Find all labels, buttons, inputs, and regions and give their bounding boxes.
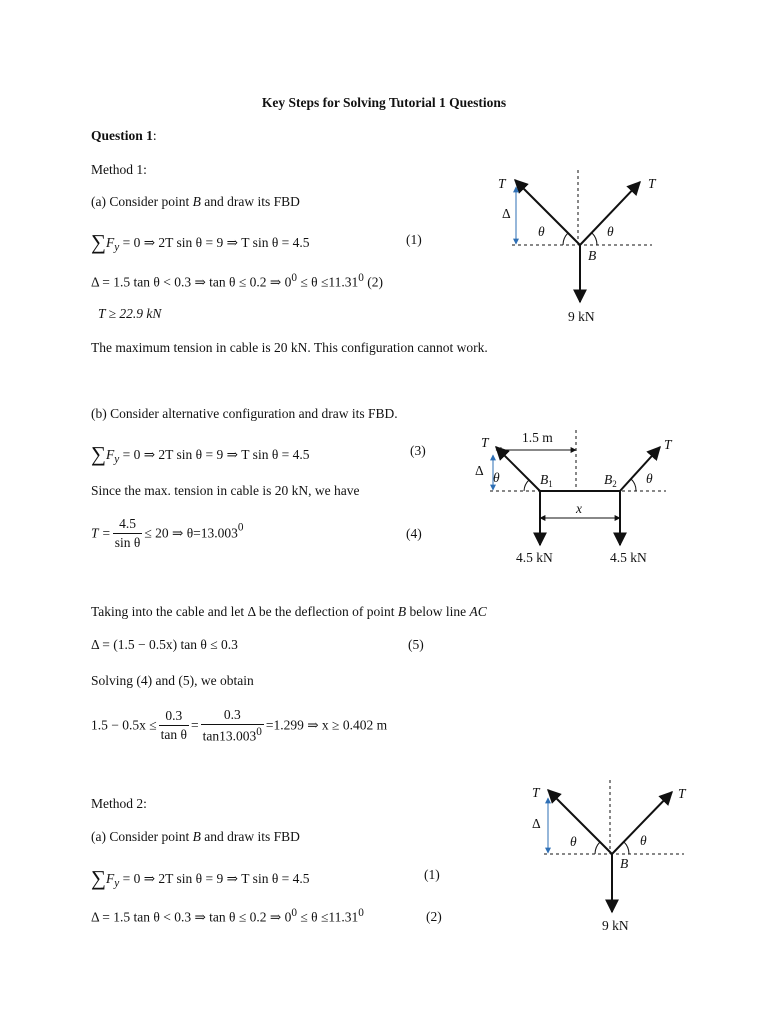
eq2-sup2: 0	[358, 272, 364, 284]
sum-symbol: ∑	[91, 866, 106, 890]
part-a-rest: and draw its FBD	[200, 829, 300, 844]
conclusion-text: The maximum tension in cable is 20 kN. This configuration cannot work.	[91, 340, 488, 355]
load-label: 9 kN	[568, 309, 595, 324]
equation-6	[91, 707, 387, 744]
eq1-body: = 0 ⇒ 2T sin θ = 9 ⇒ T sin θ = 4.5	[119, 235, 310, 250]
eq6-f2-den-text: tan13.003	[202, 728, 257, 744]
x-label: x	[576, 501, 582, 516]
angle-arc-left	[563, 233, 568, 245]
b2-label	[604, 472, 617, 489]
m2-equation-1-number: (1)	[424, 867, 440, 882]
eq1-sub: y	[114, 241, 120, 254]
theta-label-right: θ	[640, 833, 647, 848]
max-tension-text: Since the max. tension in cable is 20 kN, we have	[91, 483, 360, 498]
tension-label-left: T	[498, 176, 506, 191]
span-label: 1.5 m	[522, 430, 553, 445]
fbd-figure-3	[512, 770, 712, 940]
part-a-point: B	[192, 829, 201, 844]
question-heading	[91, 129, 157, 143]
deflection-mid: below line	[406, 604, 470, 619]
equation-4-number: (4)	[406, 526, 422, 541]
eq6-f2-sup: 0	[256, 725, 262, 738]
m2-equation-2	[91, 908, 364, 924]
load-label-left: 4.5 kN	[516, 550, 553, 565]
m2-eq2-sup2: 0	[358, 907, 364, 919]
theta-label-right: θ	[607, 224, 614, 239]
eq2-mid: ≤ θ ≤11.31	[297, 274, 359, 290]
part-b-label: (b) Consider alternative configuration and draw its FBD.	[91, 406, 398, 421]
eq6-f2-denominator	[201, 725, 264, 744]
b1-subscript: 1	[548, 479, 553, 489]
theta-label-right: θ	[646, 471, 653, 486]
delta-label: Δ	[502, 206, 511, 221]
question-colon: :	[152, 128, 157, 143]
question-label: Question 1	[91, 128, 153, 143]
theta-label-left: θ	[538, 224, 545, 239]
sum-symbol: ∑	[91, 442, 106, 466]
eq2-body: Δ = 1.5 tan θ < 0.3 ⇒ tan θ ≤ 0.2 ⇒ 0	[91, 274, 292, 290]
method2-part-a	[91, 830, 300, 844]
eq4-sup: 0	[237, 521, 244, 534]
eq4-denominator: sin θ	[114, 534, 141, 550]
b1-letter: B	[540, 472, 549, 487]
b2-subscript: 2	[612, 479, 617, 489]
b1-label	[540, 472, 553, 489]
eq6-equals: =	[191, 717, 199, 733]
method2-label: Method 2:	[91, 796, 147, 811]
deflection-pre: Taking into the cable and let Δ be the deflection of point	[91, 604, 398, 619]
eq4-fraction	[113, 516, 143, 550]
tension-arrow-left	[548, 790, 612, 854]
deflection-text	[91, 605, 487, 619]
load-label-right: 4.5 kN	[610, 550, 647, 565]
m2-equation-1	[91, 866, 310, 890]
eq6-f2-numerator: 0.3	[201, 707, 264, 725]
tension-label-right: T	[664, 437, 672, 452]
eq2-number: (2)	[363, 274, 384, 290]
m2-eq2-mid: ≤ θ ≤11.31	[297, 909, 359, 925]
eq6-f1-numerator: 0.3	[159, 708, 189, 726]
part-a-point: B	[192, 194, 201, 209]
tension-arrow-right	[620, 447, 660, 491]
eq2-sup1: 0	[291, 272, 297, 284]
m2-equation-2-number: (2)	[426, 909, 442, 924]
deflection-point: B	[397, 604, 407, 619]
eq1-force: F	[105, 235, 115, 250]
equation-3-number: (3)	[410, 443, 426, 458]
tension-label-right: T	[678, 786, 686, 801]
eq6-f1-denominator: tan θ	[160, 726, 187, 742]
deflection-line: AC	[469, 604, 487, 619]
eq4-rhs: ≤ 20 ⇒ θ=13.003	[144, 525, 238, 541]
tension-result: T ≥ 22.9 kN	[98, 306, 162, 321]
load-label: 9 kN	[602, 918, 629, 933]
equation-3	[91, 442, 310, 466]
equation-5: Δ = (1.5 − 0.5x) tan θ ≤ 0.3	[91, 637, 238, 652]
equation-2	[91, 273, 383, 289]
eq3-force: F	[105, 447, 115, 462]
m2-eq2-sup1: 0	[291, 907, 297, 919]
equation-1	[91, 230, 310, 254]
angle-arc-left	[524, 480, 529, 491]
fbd-figure-1	[480, 160, 680, 330]
sum-symbol: ∑	[91, 230, 106, 254]
delta-label: Δ	[475, 463, 484, 478]
theta-label-left: θ	[493, 470, 500, 485]
eq6-fraction-2	[201, 707, 264, 744]
fbd-figure-2	[470, 425, 690, 570]
m2-eq1-sub: y	[114, 877, 120, 890]
tension-arrow-left	[496, 447, 540, 491]
angle-arc-left	[595, 842, 600, 854]
eq3-sub: y	[114, 453, 120, 466]
part-a-rest: and draw its FBD	[200, 194, 300, 209]
eq4-lhs: T =	[91, 525, 111, 541]
tension-arrow-left	[515, 180, 580, 245]
m2-eq1-body: = 0 ⇒ 2T sin θ = 9 ⇒ T sin θ = 4.5	[119, 871, 310, 886]
solving-text: Solving (4) and (5), we obtain	[91, 673, 254, 688]
method1-part-a	[91, 195, 300, 209]
delta-label: Δ	[532, 816, 541, 831]
tension-label-left: T	[481, 435, 489, 450]
equation-4	[91, 516, 244, 550]
method1-label: Method 1:	[91, 162, 147, 177]
tension-label-right: T	[648, 176, 656, 191]
theta-label-left: θ	[570, 834, 577, 849]
point-label: B	[620, 856, 629, 871]
tension-label-left: T	[532, 785, 540, 800]
point-label: B	[588, 248, 597, 263]
eq3-body: = 0 ⇒ 2T sin θ = 9 ⇒ T sin θ = 4.5	[119, 447, 310, 462]
angle-arc-right	[631, 479, 636, 491]
angle-arc-right	[624, 842, 629, 854]
part-a-label: (a) Consider point	[91, 829, 193, 844]
equation-1-number: (1)	[406, 232, 422, 247]
eq6-lhs: 1.5 − 0.5x ≤	[91, 717, 157, 733]
eq6-fraction-1	[159, 708, 189, 742]
equation-5-number: (5)	[408, 637, 424, 652]
angle-arc-right	[592, 233, 597, 245]
eq4-numerator: 4.5	[113, 516, 143, 534]
m2-eq2-body: Δ = 1.5 tan θ < 0.3 ⇒ tan θ ≤ 0.2 ⇒ 0	[91, 909, 292, 925]
b2-letter: B	[604, 472, 613, 487]
eq6-rhs: =1.299 ⇒ x ≥ 0.402 m	[265, 717, 388, 733]
m2-eq1-force: F	[105, 871, 115, 886]
part-a-label: (a) Consider point	[91, 194, 193, 209]
page-title: Key Steps for Solving Tutorial 1 Questions	[261, 95, 507, 110]
